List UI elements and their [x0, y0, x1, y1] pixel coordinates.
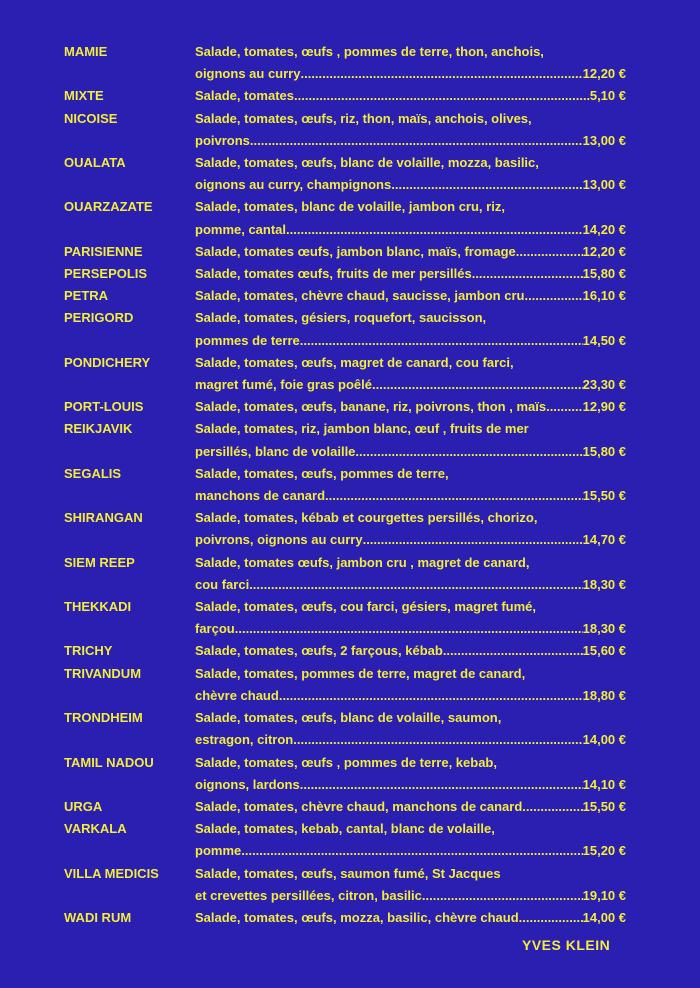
description-text: magret fumé, foie gras poêlé	[195, 377, 372, 393]
menu-item-price: 12,20 €	[582, 66, 626, 82]
description-line	[195, 219, 626, 241]
description-line	[195, 130, 626, 152]
dot-leader	[524, 285, 582, 307]
menu-item-description	[195, 85, 626, 107]
dot-leader	[546, 396, 583, 418]
description-line	[195, 41, 626, 63]
menu-item-description	[195, 152, 626, 196]
dot-leader	[286, 219, 583, 241]
description-text: Salade, tomates, pommes de terre, magret de canard,	[195, 665, 526, 681]
dot-leader	[241, 840, 582, 862]
menu-item-name: OUARZAZATE	[64, 199, 153, 215]
menu-item	[64, 41, 626, 85]
menu-item-name: PERIGORD	[64, 310, 134, 326]
menu-item-description	[195, 596, 626, 640]
description-line	[195, 663, 626, 685]
dot-leader	[516, 241, 583, 263]
footer-signature: YVES KLEIN	[522, 937, 611, 953]
dot-leader	[472, 263, 583, 285]
menu-item-name: PORT-LOUIS	[64, 399, 144, 415]
menu-item-description	[195, 796, 626, 818]
menu-item-price: 5,10 €	[589, 88, 626, 104]
menu-item	[64, 752, 626, 796]
description-text: Salade, tomates œufs, fruits de mer persillés	[195, 266, 472, 282]
description-line	[195, 596, 626, 618]
description-line	[195, 485, 626, 507]
description-line	[195, 196, 626, 218]
menu-item	[64, 640, 626, 662]
description-text: pommes de terre	[195, 332, 300, 348]
dot-leader	[250, 130, 583, 152]
menu-item	[64, 418, 626, 462]
menu-item-name: SHIRANGAN	[64, 510, 143, 526]
dot-leader	[519, 907, 583, 929]
dot-leader	[294, 85, 590, 107]
menu-item	[64, 907, 626, 929]
dot-leader	[249, 574, 582, 596]
menu-item	[64, 796, 626, 818]
dot-leader	[235, 618, 583, 640]
menu-item-price: 14,20 €	[582, 221, 626, 237]
menu-item	[64, 196, 626, 240]
menu-item-description	[195, 263, 626, 285]
description-text: Salade, tomates, œufs , pommes de terre, thon, anchois,	[195, 44, 544, 59]
dot-leader	[363, 529, 583, 551]
menu-item	[64, 596, 626, 640]
menu-item-price: 15,80 €	[582, 266, 626, 282]
menu-item	[64, 152, 626, 196]
menu-item-description	[195, 285, 626, 307]
menu-item-description	[195, 707, 626, 751]
menu-item	[64, 241, 626, 263]
menu-item	[64, 352, 626, 396]
menu-item-name: MIXTE	[64, 88, 104, 104]
description-line	[195, 640, 626, 662]
description-text: et crevettes persillées, citron, basilic	[195, 887, 422, 903]
menu-item-price: 15,60 €	[582, 643, 626, 659]
menu-item-name: WADI RUM	[64, 909, 132, 925]
description-line	[195, 441, 626, 463]
salad-menu-list	[64, 41, 626, 929]
description-text: farçou	[195, 621, 235, 637]
menu-item-price: 14,70 €	[582, 532, 626, 548]
description-line	[195, 818, 626, 840]
menu-item	[64, 552, 626, 596]
menu-item-name: OUALATA	[64, 155, 126, 171]
description-line	[195, 507, 626, 529]
description-line	[195, 352, 626, 374]
description-line	[195, 85, 626, 107]
menu-item-description	[195, 241, 626, 263]
menu-item	[64, 507, 626, 551]
description-line	[195, 241, 626, 263]
menu-item-price: 12,90 €	[582, 399, 626, 415]
description-text: Salade, tomates, kébab et courgettes persillés, chorizo,	[195, 510, 538, 526]
dot-leader	[372, 374, 583, 396]
description-text: oignons au curry	[195, 66, 301, 82]
description-line	[195, 552, 626, 574]
description-line	[195, 463, 626, 485]
description-line	[195, 752, 626, 774]
description-text: Salade, tomates, œufs, blanc de volaille, saumon,	[195, 710, 502, 726]
description-text: Salade, tomates	[195, 88, 294, 104]
menu-item-name: PONDICHERY	[64, 354, 151, 370]
description-line	[195, 796, 626, 818]
menu-item-name: TRIVANDUM	[64, 665, 142, 681]
description-text: Salade, tomates, chèvre chaud, manchons de canard	[195, 798, 523, 814]
description-text: cou farci	[195, 576, 250, 592]
description-text: Salade, tomates, œufs, saumon fumé, St Jacques	[195, 865, 501, 881]
menu-item	[64, 707, 626, 751]
menu-item-name: REIKJAVIK	[64, 421, 133, 437]
dot-leader	[300, 774, 583, 796]
description-line	[195, 885, 626, 907]
menu-item	[64, 818, 626, 862]
dot-leader	[522, 796, 582, 818]
menu-item	[64, 463, 626, 507]
menu-item-price: 16,10 €	[582, 288, 626, 304]
menu-item-description	[195, 396, 626, 418]
description-line	[195, 707, 626, 729]
description-text: Salade, tomates, œufs, mozza, basilic, chèvre chaud	[195, 909, 519, 925]
dot-leader	[300, 330, 583, 352]
description-line	[195, 729, 626, 751]
dot-leader	[391, 174, 582, 196]
description-line	[195, 863, 626, 885]
description-text: Salade, tomates, œufs, riz, thon, maïs, anchois, olives,	[195, 110, 532, 126]
description-text: poivrons, oignons au curry	[195, 532, 363, 548]
description-line	[195, 529, 626, 551]
menu-item-price: 18,30 €	[582, 576, 626, 592]
description-line	[195, 263, 626, 285]
menu-item	[64, 85, 626, 107]
menu-item-name: VILLA MEDICIS	[64, 865, 159, 881]
menu-item-description	[195, 352, 626, 396]
description-text: Salade, tomates, œufs, banane, riz, poivrons, thon , maïs	[195, 399, 547, 415]
menu-item	[64, 263, 626, 285]
description-line	[195, 374, 626, 396]
description-text: Salade, tomates, œufs, 2 farçous, kébab	[195, 643, 443, 659]
menu-item-price: 14,00 €	[582, 732, 626, 748]
dot-leader	[355, 441, 582, 463]
description-text: poivrons	[195, 132, 250, 148]
menu-item-name: SIEM REEP	[64, 554, 135, 570]
menu-item	[64, 863, 626, 907]
description-text: Salade, tomates œufs, jambon cru , magret de canard,	[195, 554, 530, 570]
menu-item-name: TAMIL NADOU	[64, 754, 154, 770]
description-text: pomme, cantal	[195, 221, 287, 237]
description-text: Salade, tomates, gésiers, roquefort, saucisson,	[195, 310, 487, 326]
description-line	[195, 418, 626, 440]
menu-item-price: 13,00 €	[582, 177, 626, 193]
menu-item-name: SEGALIS	[64, 465, 122, 481]
description-text: pomme	[195, 843, 242, 859]
dot-leader	[293, 729, 582, 751]
dot-leader	[325, 485, 583, 507]
description-text: Salade, tomates, œufs, magret de canard, cou farci,	[195, 354, 514, 370]
description-line	[195, 396, 626, 418]
menu-item	[64, 307, 626, 351]
dot-leader	[422, 885, 583, 907]
description-text: Salade, tomates, œufs, blanc de volaille, mozza, basilic,	[195, 155, 539, 171]
menu-item-price: 19,10 €	[582, 887, 626, 903]
description-line	[195, 774, 626, 796]
menu-item-price: 13,00 €	[582, 132, 626, 148]
menu-item	[64, 285, 626, 307]
menu-item-description	[195, 907, 626, 929]
description-line	[195, 618, 626, 640]
description-line	[195, 840, 626, 862]
menu-item-name: THEKKADI	[64, 599, 132, 615]
dot-leader	[443, 640, 583, 662]
menu-item	[64, 663, 626, 707]
dot-leader	[279, 685, 583, 707]
menu-item-name: MAMIE	[64, 44, 108, 59]
description-line	[195, 174, 626, 196]
description-text: Salade, tomates, chèvre chaud, saucisse, jambon cru	[195, 288, 525, 304]
menu-item	[64, 396, 626, 418]
menu-item-price: 14,10 €	[582, 776, 626, 792]
description-text: Salade, tomates, riz, jambon blanc, œuf , fruits de mer	[195, 421, 529, 437]
description-line	[195, 685, 626, 707]
description-text: Salade, tomates œufs, jambon blanc, maïs, fromage	[195, 243, 516, 259]
dot-leader	[300, 63, 582, 85]
menu-item-price: 14,00 €	[582, 909, 626, 925]
description-text: Salade, tomates, kebab, cantal, blanc de volaille,	[195, 821, 495, 837]
menu-item-name: VARKALA	[64, 821, 127, 837]
menu-item-description	[195, 752, 626, 796]
menu-item	[64, 108, 626, 152]
menu-item-description	[195, 640, 626, 662]
menu-item-description	[195, 863, 626, 907]
menu-item-name: PARISIENNE	[64, 243, 143, 259]
menu-item-price: 15,50 €	[582, 488, 626, 504]
description-text: Salade, tomates, œufs, pommes de terre,	[195, 465, 449, 481]
menu-item-name: NICOISE	[64, 110, 118, 126]
menu-item-price: 15,80 €	[582, 443, 626, 459]
menu-item-price: 14,50 €	[582, 332, 626, 348]
menu-item-description	[195, 307, 626, 351]
description-text: chèvre chaud	[195, 687, 279, 703]
menu-item-name: PERSEPOLIS	[64, 266, 148, 282]
menu-item-name: PETRA	[64, 288, 109, 304]
menu-item-description	[195, 663, 626, 707]
menu-item-name: TRICHY	[64, 643, 113, 659]
menu-item-price: 15,20 €	[582, 843, 626, 859]
description-text: Salade, tomates, blanc de volaille, jambon cru, riz,	[195, 199, 505, 215]
description-line	[195, 152, 626, 174]
menu-item-description	[195, 552, 626, 596]
description-line	[195, 330, 626, 352]
menu-item-description	[195, 41, 626, 85]
menu-item-price: 18,30 €	[582, 621, 626, 637]
menu-item-price: 15,50 €	[582, 798, 626, 814]
menu-item-description	[195, 418, 626, 462]
description-line	[195, 574, 626, 596]
menu-item-description	[195, 463, 626, 507]
menu-item-price: 18,80 €	[582, 687, 626, 703]
description-line	[195, 307, 626, 329]
menu-item-price: 23,30 €	[582, 377, 626, 393]
menu-item-description	[195, 507, 626, 551]
description-text: persillés, blanc de volaille	[195, 443, 356, 459]
description-text: Salade, tomates, œufs, cou farci, gésiers, magret fumé,	[195, 599, 536, 615]
description-text: estragon, citron	[195, 732, 294, 748]
menu-item-name: URGA	[64, 798, 103, 814]
menu-item-price: 12,20 €	[582, 243, 626, 259]
description-line	[195, 285, 626, 307]
menu-item-name: TRONDHEIM	[64, 710, 143, 726]
menu-item-description	[195, 818, 626, 862]
description-text: oignons, lardons	[195, 776, 300, 792]
menu-item-description	[195, 196, 626, 240]
description-line	[195, 63, 626, 85]
menu-item-description	[195, 108, 626, 152]
description-text: oignons au curry, champignons	[195, 177, 392, 193]
description-line	[195, 907, 626, 929]
description-text: manchons de canard	[195, 488, 326, 504]
description-text: Salade, tomates, œufs , pommes de terre, kebab,	[195, 754, 497, 770]
description-line	[195, 108, 626, 130]
